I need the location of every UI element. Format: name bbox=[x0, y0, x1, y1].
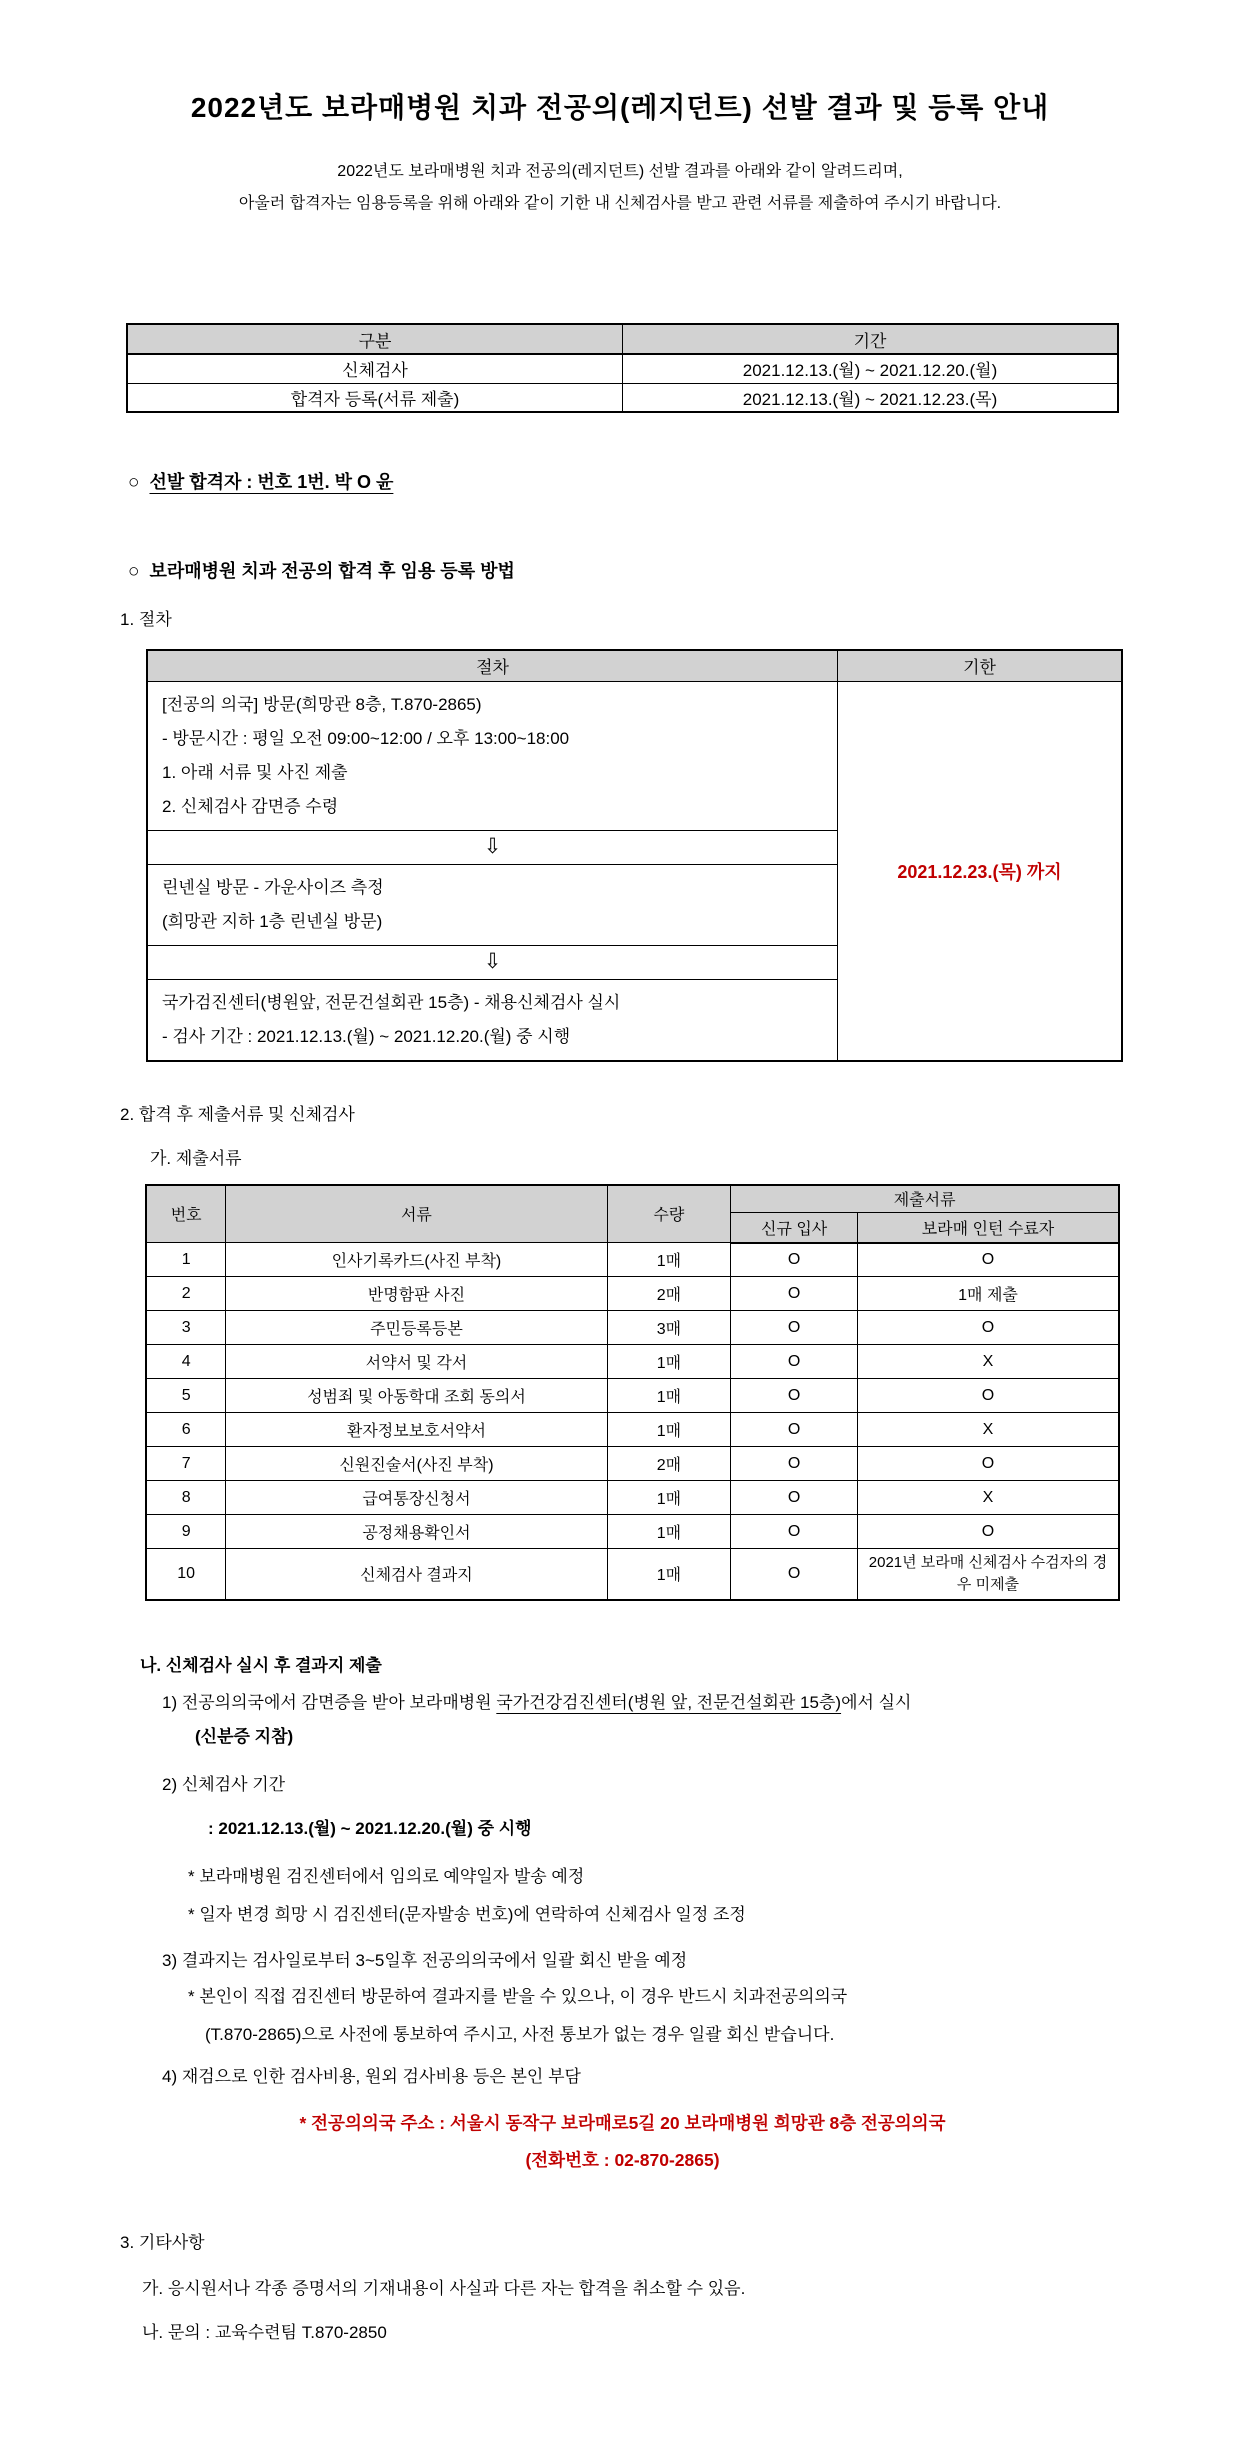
cell-doc: 신원진술서(사진 부착) bbox=[226, 1447, 607, 1481]
step-line: 1. 아래 서류 및 사진 제출 bbox=[162, 762, 348, 782]
col-header-intern: 보라매 인턴 수료자 bbox=[858, 1213, 1120, 1243]
down-arrow-icon: ⇩ bbox=[147, 830, 837, 864]
cell-qty: 1매 bbox=[607, 1243, 731, 1277]
cell-no: 1 bbox=[146, 1243, 226, 1277]
cell-qty: 1매 bbox=[607, 1379, 731, 1413]
procedure-step-2 bbox=[147, 864, 837, 945]
table-row bbox=[146, 1515, 1119, 1549]
circle-bullet-icon: ○ bbox=[128, 472, 140, 493]
cell-new: O bbox=[731, 1515, 858, 1549]
table-header-row bbox=[146, 1185, 1119, 1213]
etc-item-1: 가. 응시원서나 각종 증명서의 기재내용이 사실과 다른 자는 합격을 취소할 수 있음. bbox=[142, 2278, 746, 2298]
cell-intern: X bbox=[858, 1345, 1120, 1379]
step-line: 2. 신체검사 감면증 수령 bbox=[162, 796, 339, 816]
procedure-section-heading: 1. 절차 bbox=[120, 610, 172, 629]
cell-new: O bbox=[731, 1447, 858, 1481]
table-row bbox=[127, 383, 1118, 412]
cell-type: 합격자 등록(서류 제출) bbox=[127, 383, 623, 412]
table-row bbox=[146, 1447, 1119, 1481]
cell-qty: 1매 bbox=[607, 1481, 731, 1515]
cell-doc: 반명함판 사진 bbox=[226, 1277, 607, 1311]
cell-no: 7 bbox=[146, 1447, 226, 1481]
exam-item-2-note-1: * 보라매병원 검진센터에서 임의로 예약일자 발송 예정 bbox=[188, 1866, 585, 1886]
cell-doc: 서약서 및 각서 bbox=[226, 1345, 607, 1379]
cell-new: O bbox=[731, 1379, 858, 1413]
cell-new: O bbox=[731, 1549, 858, 1600]
cell-no: 6 bbox=[146, 1413, 226, 1447]
procedure-step-3 bbox=[147, 979, 837, 1061]
table-row bbox=[147, 681, 1122, 830]
cell-period: 2021.12.13.(월) ~ 2021.12.20.(월) bbox=[623, 354, 1119, 383]
exam-item-1-underlined: 국가건강검진센터(병원 앞, 전문건설회관 15층) bbox=[496, 1692, 842, 1712]
cell-qty: 1매 bbox=[607, 1549, 731, 1600]
cell-qty: 2매 bbox=[607, 1447, 731, 1481]
cell-intern: O bbox=[858, 1379, 1120, 1413]
cell-no: 5 bbox=[146, 1379, 226, 1413]
cell-new: O bbox=[731, 1481, 858, 1515]
exam-item-1 bbox=[162, 1690, 1240, 1716]
col-header-doc: 서류 bbox=[226, 1185, 607, 1243]
cell-doc: 인사기록카드(사진 부착) bbox=[226, 1243, 607, 1277]
table-row bbox=[146, 1311, 1119, 1345]
etc-item-2: 나. 문의 : 교육수련팀 T.870-2850 bbox=[142, 2322, 387, 2342]
cell-doc: 급여통장신청서 bbox=[226, 1481, 607, 1515]
col-header-no: 번호 bbox=[146, 1185, 226, 1243]
cell-intern: O bbox=[858, 1515, 1120, 1549]
registration-method-heading bbox=[128, 558, 1240, 585]
table-row bbox=[146, 1413, 1119, 1447]
col-header-deadline: 기한 bbox=[837, 650, 1122, 681]
step-line: [전공의 의국] 방문(희망관 8층, T.870-2865) bbox=[162, 694, 482, 714]
selection-result-line bbox=[128, 469, 1240, 496]
cell-new: O bbox=[731, 1413, 858, 1447]
cell-doc: 환자정보보호서약서 bbox=[226, 1413, 607, 1447]
cell-new: O bbox=[731, 1345, 858, 1379]
documents-table bbox=[145, 1184, 1120, 1601]
intro-paragraph bbox=[0, 156, 1240, 220]
cell-no: 2 bbox=[146, 1277, 226, 1311]
table-row bbox=[146, 1549, 1119, 1600]
cell-period: 2021.12.13.(월) ~ 2021.12.23.(목) bbox=[623, 383, 1119, 412]
exam-item-1-prefix: 1) 전공의의국에서 감면증을 받아 보라매병원 bbox=[162, 1692, 497, 1712]
down-arrow-icon: ⇩ bbox=[147, 945, 837, 979]
step-line: - 방문시간 : 평일 오전 09:00~12:00 / 오후 13:00~18:00 bbox=[162, 728, 570, 748]
table-row bbox=[146, 1243, 1119, 1277]
step-line: 국가검진센터(병원앞, 전문건설회관 15층) - 채용신체검사 실시 bbox=[162, 992, 621, 1012]
cell-no: 10 bbox=[146, 1549, 226, 1600]
cell-doc: 공정채용확인서 bbox=[226, 1515, 607, 1549]
cell-qty: 1매 bbox=[607, 1515, 731, 1549]
exam-item-2-period: : 2021.12.13.(월) ~ 2021.12.20.(월) 중 시행 bbox=[208, 1818, 532, 1838]
office-address-line: * 전공의의국 주소 : 서울시 동작구 보라매로5길 20 보라매병원 희망관 8층 전공의의국 bbox=[299, 2112, 946, 2133]
procedure-table bbox=[146, 649, 1123, 1062]
cell-qty: 1매 bbox=[607, 1345, 731, 1379]
cell-new: O bbox=[731, 1243, 858, 1277]
exam-item-3: 3) 결과지는 검사일로부터 3~5일후 전공의의국에서 일괄 회신 받을 예정 bbox=[162, 1950, 688, 1970]
schedule-table bbox=[126, 323, 1119, 413]
cell-doc: 신체검사 결과지 bbox=[226, 1549, 607, 1600]
step-line: (희망관 지하 1층 린넨실 방문) bbox=[162, 911, 383, 931]
cell-intern: X bbox=[858, 1481, 1120, 1515]
step-line: 린넨실 방문 - 가운사이즈 측정 bbox=[162, 877, 384, 897]
cell-doc: 성범죄 및 아동학대 조회 동의서 bbox=[226, 1379, 607, 1413]
exam-item-3-note-1: * 본인이 직접 검진센터 방문하여 결과지를 받을 수 있으나, 이 경우 반드시 치과전공의의국 bbox=[188, 1986, 848, 2006]
table-row bbox=[146, 1345, 1119, 1379]
table-header-row bbox=[127, 324, 1118, 354]
table-row bbox=[146, 1481, 1119, 1515]
table-row bbox=[127, 354, 1118, 383]
cell-new: O bbox=[731, 1277, 858, 1311]
col-header-qty: 수량 bbox=[607, 1185, 731, 1243]
page-title: 2022년도 보라매병원 치과 전공의(레지던트) 선발 결과 및 등록 안내 bbox=[190, 92, 1050, 123]
cell-qty: 1매 bbox=[607, 1413, 731, 1447]
selection-result-text: 선발 합격자 : 번호 1번. 박 O 윤 bbox=[149, 472, 394, 492]
cell-type: 신체검사 bbox=[127, 354, 623, 383]
cell-intern: O bbox=[858, 1311, 1120, 1345]
cell-no: 8 bbox=[146, 1481, 226, 1515]
cell-qty: 3매 bbox=[607, 1311, 731, 1345]
col-header-period: 기간 bbox=[623, 324, 1119, 354]
registration-method-text: 보라매병원 치과 전공의 합격 후 임용 등록 방법 bbox=[149, 561, 515, 581]
cell-no: 4 bbox=[146, 1345, 226, 1379]
cell-doc: 주민등록등본 bbox=[226, 1311, 607, 1345]
exam-item-1-suffix: 에서 실시 bbox=[841, 1692, 912, 1712]
intro-line-1: 2022년도 보라매병원 치과 전공의(레지던트) 선발 결과를 아래와 같이 알려드리며, bbox=[337, 163, 903, 180]
office-phone-line: (전화번호 : 02-870-2865) bbox=[525, 2149, 720, 2170]
cell-intern: X bbox=[858, 1413, 1120, 1447]
documents-sub-heading: 가. 제출서류 bbox=[150, 1148, 242, 1168]
procedure-step-1 bbox=[147, 681, 837, 830]
cell-qty: 2매 bbox=[607, 1277, 731, 1311]
exam-item-2-note-2: * 일자 변경 희망 시 검진센터(문자발송 번호)에 연락하여 신체검사 일정 조정 bbox=[188, 1904, 746, 1924]
col-header-step: 절차 bbox=[147, 650, 837, 681]
intro-line-2: 아울러 합격자는 임용등록을 위해 아래와 같이 기한 내 신체검사를 받고 관련 서류를 제출하여 주시기 바랍니다. bbox=[238, 195, 1002, 212]
circle-bullet-icon: ○ bbox=[128, 561, 140, 582]
table-row bbox=[146, 1379, 1119, 1413]
exam-item-1-note: (신분증 지참) bbox=[195, 1726, 294, 1746]
col-header-new: 신규 입사 bbox=[731, 1213, 858, 1243]
exam-item-2: 2) 신체검사 기간 bbox=[162, 1774, 286, 1794]
col-header-type: 구분 bbox=[127, 324, 623, 354]
cell-intern: O bbox=[858, 1243, 1120, 1277]
deadline-cell: 2021.12.23.(목) 까지 bbox=[837, 681, 1122, 1061]
table-header-row bbox=[147, 650, 1122, 681]
cell-intern: O bbox=[858, 1447, 1120, 1481]
exam-result-heading: 나. 신체검사 실시 후 결과지 제출 bbox=[140, 1655, 382, 1675]
cell-intern: 1매 제출 bbox=[858, 1277, 1120, 1311]
etc-section-heading: 3. 기타사항 bbox=[120, 2232, 205, 2252]
step-line: - 검사 기간 : 2021.12.13.(월) ~ 2021.12.20.(월) 중 시행 bbox=[162, 1026, 571, 1046]
col-header-group: 제출서류 bbox=[731, 1185, 1119, 1213]
table-row bbox=[146, 1277, 1119, 1311]
submission-section-heading: 2. 합격 후 제출서류 및 신체검사 bbox=[120, 1104, 355, 1124]
exam-item-4: 4) 재검으로 인한 검사비용, 원외 검사비용 등은 본인 부담 bbox=[162, 2066, 581, 2086]
cell-new: O bbox=[731, 1311, 858, 1345]
cell-no: 3 bbox=[146, 1311, 226, 1345]
cell-no: 9 bbox=[146, 1515, 226, 1549]
cell-intern: 2021년 보라매 신체검사 수검자의 경우 미제출 bbox=[858, 1549, 1120, 1600]
exam-item-3-note-2: (T.870-2865)으로 사전에 통보하여 주시고, 사전 통보가 없는 경우 일괄 회신 받습니다. bbox=[205, 2024, 835, 2044]
